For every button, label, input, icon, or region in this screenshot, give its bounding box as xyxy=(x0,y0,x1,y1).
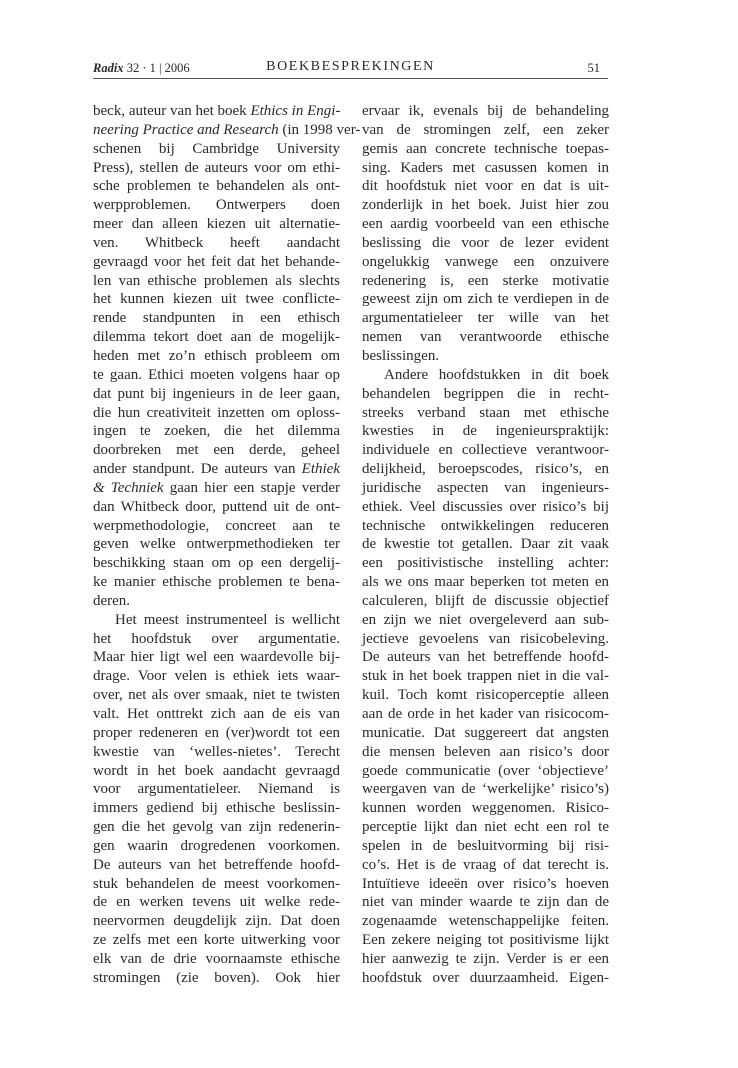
journal-name: Radix xyxy=(93,61,124,75)
text-line xyxy=(93,630,340,649)
text-segment: juridische aspecten van ingenieurs- xyxy=(362,479,609,496)
text-segment: rende standpunten in een ethisch xyxy=(93,310,340,327)
text-line xyxy=(93,912,340,931)
text-segment: en zijn we niet overgeleverd aan sub- xyxy=(362,611,609,628)
text-segment: perceptie lijkt dan niet echt een rol te xyxy=(362,819,609,836)
text-segment: ander standpunt. De auteurs van xyxy=(93,461,302,478)
text-line xyxy=(362,404,609,423)
text-segment: kuil. Toch komt risicoperceptie alleen xyxy=(362,687,609,704)
text-segment: beslissingen. xyxy=(362,347,440,364)
text-segment: ongelukkig vanwege een onzuivere xyxy=(362,253,609,270)
text-line xyxy=(93,366,340,385)
text-segment: dat punt bij ingenieurs in de leer gaan, xyxy=(93,385,340,402)
text-line xyxy=(93,140,340,159)
text-line xyxy=(362,648,609,667)
text-line xyxy=(93,196,340,215)
text-segment: elk van de drie voornaamste ethische xyxy=(93,950,340,967)
text-segment: hier aanwezig te zijn. Verder is er een xyxy=(362,950,609,967)
text-line xyxy=(362,196,609,215)
text-line xyxy=(362,535,609,554)
text-line xyxy=(93,931,340,950)
text-column-right xyxy=(362,102,609,988)
text-segment: proper redeneren en (ver)wordt tot een xyxy=(93,724,340,741)
text-segment: co’s. Het is de vraag of dat terecht is. xyxy=(362,856,609,873)
text-segment: als we ons maar beperken tot meten en xyxy=(362,574,609,591)
text-line xyxy=(362,856,609,875)
text-line xyxy=(362,215,609,234)
text-segment: heden met zo’n ethisch probleem om xyxy=(93,347,340,364)
text-segment: kwestie van ‘welles-nietes’. Terecht xyxy=(93,743,340,760)
text-line xyxy=(362,517,609,536)
section-title: BOEKBESPREKINGEN xyxy=(266,59,435,74)
text-segment: gaan hier een stapje verder xyxy=(163,479,340,496)
text-segment: individuele en collectieve verantwoor- xyxy=(362,442,609,459)
text-segment: technische ontwikkelingen reduceren xyxy=(362,517,609,534)
issue-info: 32 · 1 | 2006 xyxy=(126,61,190,75)
text-segment: de kwestie tot getallen. Daar zit vaak xyxy=(362,536,609,553)
text-segment: werpmethodologie, concreet aan te xyxy=(93,517,340,534)
text-line xyxy=(362,554,609,573)
text-line xyxy=(93,479,340,498)
text-line xyxy=(93,554,340,573)
text-line xyxy=(362,422,609,441)
text-line xyxy=(93,724,340,743)
text-segment: Press), stellen de auteurs voor om ethi- xyxy=(93,159,340,176)
text-segment: die mensen beleven aan risico’s door xyxy=(362,743,609,760)
text-segment: zogenaamde wetenschappelijke feiten. xyxy=(362,913,609,930)
text-segment: delijkheid, beroepscodes, risico’s, en xyxy=(362,461,609,478)
text-line xyxy=(93,818,340,837)
text-line xyxy=(93,573,340,592)
text-segment: Intuïtieve ideeën over risico’s hoeven xyxy=(362,875,609,892)
text-line xyxy=(362,272,609,291)
text-segment: beck, auteur van het boek xyxy=(93,103,251,119)
text-line xyxy=(362,630,609,649)
text-line xyxy=(93,121,361,140)
text-segment: dilemma tekort doet aan de mogelijk- xyxy=(93,329,340,346)
italic-title: Ethics in Engi- xyxy=(250,103,341,119)
text-segment: stromingen (zie boven). Ook hier xyxy=(93,969,340,986)
text-line xyxy=(93,441,340,460)
text-segment: Een zekere neiging tot positivisme lijkt xyxy=(362,932,609,949)
text-line xyxy=(362,366,609,385)
text-segment: De auteurs van het betreffende hoofd- xyxy=(362,649,609,666)
text-line xyxy=(362,724,609,743)
text-segment: kunnen worden weggenomen. Risico- xyxy=(362,800,609,817)
page-number: 51 xyxy=(587,61,600,75)
text-line xyxy=(93,385,340,404)
text-line xyxy=(93,234,340,253)
text-segment: gemis aan concrete technische toepas- xyxy=(362,140,609,157)
text-segment: behandelen begrippen die in recht- xyxy=(362,385,609,402)
text-line xyxy=(93,837,340,856)
text-line xyxy=(362,253,609,272)
text-line xyxy=(362,592,609,611)
text-line xyxy=(362,177,609,196)
text-line xyxy=(93,856,340,875)
text-segment: deren. xyxy=(93,592,131,609)
text-segment: redenering is, een sterke motivatie xyxy=(362,272,609,289)
text-segment: over, net als over smaak, niet te twisten xyxy=(93,687,340,704)
text-line xyxy=(93,498,340,517)
text-segment: het hoofdstuk over argumentatie. xyxy=(93,630,340,647)
text-line xyxy=(362,290,609,309)
text-segment: kwesties in de ingenieurspraktijk: xyxy=(362,423,609,440)
text-line xyxy=(93,272,340,291)
text-line xyxy=(362,573,609,592)
text-segment: weergaven van de ‘werkelijke’ risico’s) xyxy=(362,781,609,798)
text-line xyxy=(362,121,609,140)
text-segment: zonderlijk in het boek. Juist hier zou xyxy=(362,197,609,214)
italic-title: Ethiek xyxy=(301,461,340,478)
text-segment: van de stromingen zelf, een zeker xyxy=(362,121,609,138)
text-line xyxy=(93,347,340,366)
text-line xyxy=(362,912,609,931)
text-segment: meer dan alleen kiezen uit alternatie- xyxy=(93,216,340,233)
text-line xyxy=(93,780,340,799)
text-line xyxy=(93,799,340,818)
text-segment: een positivistische instelling achter: xyxy=(362,555,609,572)
text-segment: ethiek. Veel discussies over risico’s bij xyxy=(362,498,609,515)
text-segment: ke manier ethische problemen te bena- xyxy=(93,574,340,591)
text-line xyxy=(362,818,609,837)
text-line xyxy=(93,422,340,441)
text-line xyxy=(362,498,609,517)
text-line xyxy=(362,385,609,404)
text-line xyxy=(93,611,340,630)
text-segment: geven welke ontwerpmethodieken ter xyxy=(93,536,340,553)
text-line xyxy=(93,177,340,196)
text-line xyxy=(362,140,609,159)
text-segment: municatie. Dat suggereert dat angsten xyxy=(362,724,609,741)
text-segment: voor argumentatieleer. Niemand is xyxy=(93,781,340,798)
text-line xyxy=(362,102,609,121)
text-line xyxy=(93,893,340,912)
text-segment: De auteurs van het betreffende hoofd- xyxy=(93,856,340,873)
text-segment: jectieve gevoelens van risicobeleving. xyxy=(362,630,609,647)
text-segment: de en werken tevens uit welke rede- xyxy=(93,894,340,911)
text-line xyxy=(362,931,609,950)
text-segment: stuk in het boek trappen niet in die val- xyxy=(362,668,609,685)
text-segment: gen die het gevolg van zijn redenerin- xyxy=(93,819,340,836)
italic-title: neering Practice and Research xyxy=(93,121,279,138)
text-segment: gen waarin drogredenen voorkomen. xyxy=(93,837,340,854)
text-segment: ingen te zoeken, die het dilemma xyxy=(93,423,340,440)
text-line xyxy=(93,875,340,894)
text-line xyxy=(362,667,609,686)
text-line xyxy=(93,743,340,762)
text-segment: die hun creativiteit inzetten om oploss- xyxy=(93,404,340,421)
text-segment: stuk behandelen de meest voorkomen- xyxy=(93,875,340,892)
text-segment: len van ethische problemen als slechts xyxy=(93,272,340,289)
text-segment: geweest zijn om zich te verdiepen in de xyxy=(362,291,609,308)
text-segment: drage. Voor velen is ethiek iets waar- xyxy=(93,668,340,685)
text-line xyxy=(362,969,609,988)
text-line xyxy=(362,611,609,630)
text-line xyxy=(93,309,340,328)
text-line xyxy=(362,950,609,969)
text-line xyxy=(362,686,609,705)
text-segment: nemen van verantwoorde ethische xyxy=(362,329,609,346)
text-line xyxy=(93,705,340,724)
text-line xyxy=(362,837,609,856)
text-segment: hoofdstuk over duurzaamheid. Eigen- xyxy=(362,969,609,986)
text-column-left xyxy=(93,102,361,988)
text-line xyxy=(93,969,340,988)
text-line xyxy=(362,705,609,724)
text-line xyxy=(362,441,609,460)
running-header xyxy=(93,60,608,79)
text-line xyxy=(93,517,340,536)
text-line xyxy=(93,290,340,309)
text-line xyxy=(362,309,609,328)
text-line xyxy=(362,234,609,253)
text-segment: spelen in de besluitvorming bij risi- xyxy=(362,837,609,854)
text-line xyxy=(362,799,609,818)
text-line xyxy=(362,479,609,498)
text-line xyxy=(93,648,340,667)
text-line xyxy=(93,460,340,479)
text-segment: werpproblemen. Ontwerpers doen xyxy=(93,197,340,214)
text-line xyxy=(362,875,609,894)
text-line xyxy=(93,535,340,554)
text-segment: (in 1998 ver- xyxy=(278,121,361,138)
text-segment: neervormen deugdelijk zijn. Dat doen xyxy=(93,913,340,930)
text-segment: Andere hoofdstukken in dit boek xyxy=(384,366,609,383)
text-segment: goede communicatie (over ‘objectieve’ xyxy=(362,762,609,779)
text-line xyxy=(93,253,340,272)
text-line xyxy=(362,347,609,366)
text-line xyxy=(362,780,609,799)
text-segment: ze zelfs met een korte uitwerking voor xyxy=(93,932,340,949)
text-segment: schenen bij Cambridge University xyxy=(93,140,340,157)
text-segment: doorbreken met een derde, geheel xyxy=(93,442,340,459)
text-segment: sche problemen te behandelen als ont- xyxy=(93,178,340,195)
text-segment: ervaar ik, evenals bij de behandeling xyxy=(362,103,609,119)
text-segment: dan Whitbeck door, puttend uit de ont- xyxy=(93,498,340,515)
text-segment: gevraagd voor het feit dat het behande- xyxy=(93,253,340,270)
text-segment: het kunnen kiezen uit twee conflicte- xyxy=(93,291,340,308)
text-segment: beslissing die voor de lezer evident xyxy=(362,234,609,251)
text-line xyxy=(93,159,340,178)
text-line xyxy=(93,102,340,121)
text-line xyxy=(93,762,340,781)
text-line xyxy=(362,460,609,479)
text-segment: wordt in het boek aandacht gevraagd xyxy=(93,762,340,779)
text-line xyxy=(362,762,609,781)
text-line xyxy=(93,950,340,969)
text-line xyxy=(93,215,340,234)
text-segment: Het meest instrumenteel is wellicht xyxy=(115,611,340,628)
text-segment: valt. Het onttrekt zich aan de eis van xyxy=(93,706,340,722)
text-segment: aan de orde in het kader van risicocom- xyxy=(362,706,609,722)
text-segment: dit hoofdstuk niet voor en dat is uit- xyxy=(362,178,609,195)
text-segment: Maar hier ligt wel een waardevolle bij- xyxy=(93,649,340,666)
text-line xyxy=(93,328,340,347)
text-segment: ven. Whitbeck heeft aandacht xyxy=(93,234,340,251)
text-segment: argumentatieleer ter wille van het xyxy=(362,310,609,327)
text-segment: sing. Kaders met casussen komen in xyxy=(362,159,609,176)
text-line xyxy=(362,159,609,178)
text-segment: calculeren, blijft de discussie objectief xyxy=(362,592,609,609)
italic-title: & Techniek xyxy=(93,479,164,496)
text-line xyxy=(93,667,340,686)
text-segment: beschikking staan om op een dergelij- xyxy=(93,555,340,572)
text-segment: een aardig voorbeeld van een ethische xyxy=(362,216,609,233)
text-line xyxy=(362,328,609,347)
text-segment: te gaan. Ethici moeten volgens haar op xyxy=(93,366,340,383)
text-segment: niet van minder waarde te zijn dan de xyxy=(362,894,609,911)
text-line xyxy=(93,686,340,705)
text-line xyxy=(362,743,609,762)
text-line xyxy=(362,893,609,912)
text-segment: immers gediend bij ethische beslissin- xyxy=(93,800,340,817)
text-segment: streeks verband staan met ethische xyxy=(362,404,609,421)
text-line xyxy=(93,592,340,611)
text-line xyxy=(93,404,340,423)
